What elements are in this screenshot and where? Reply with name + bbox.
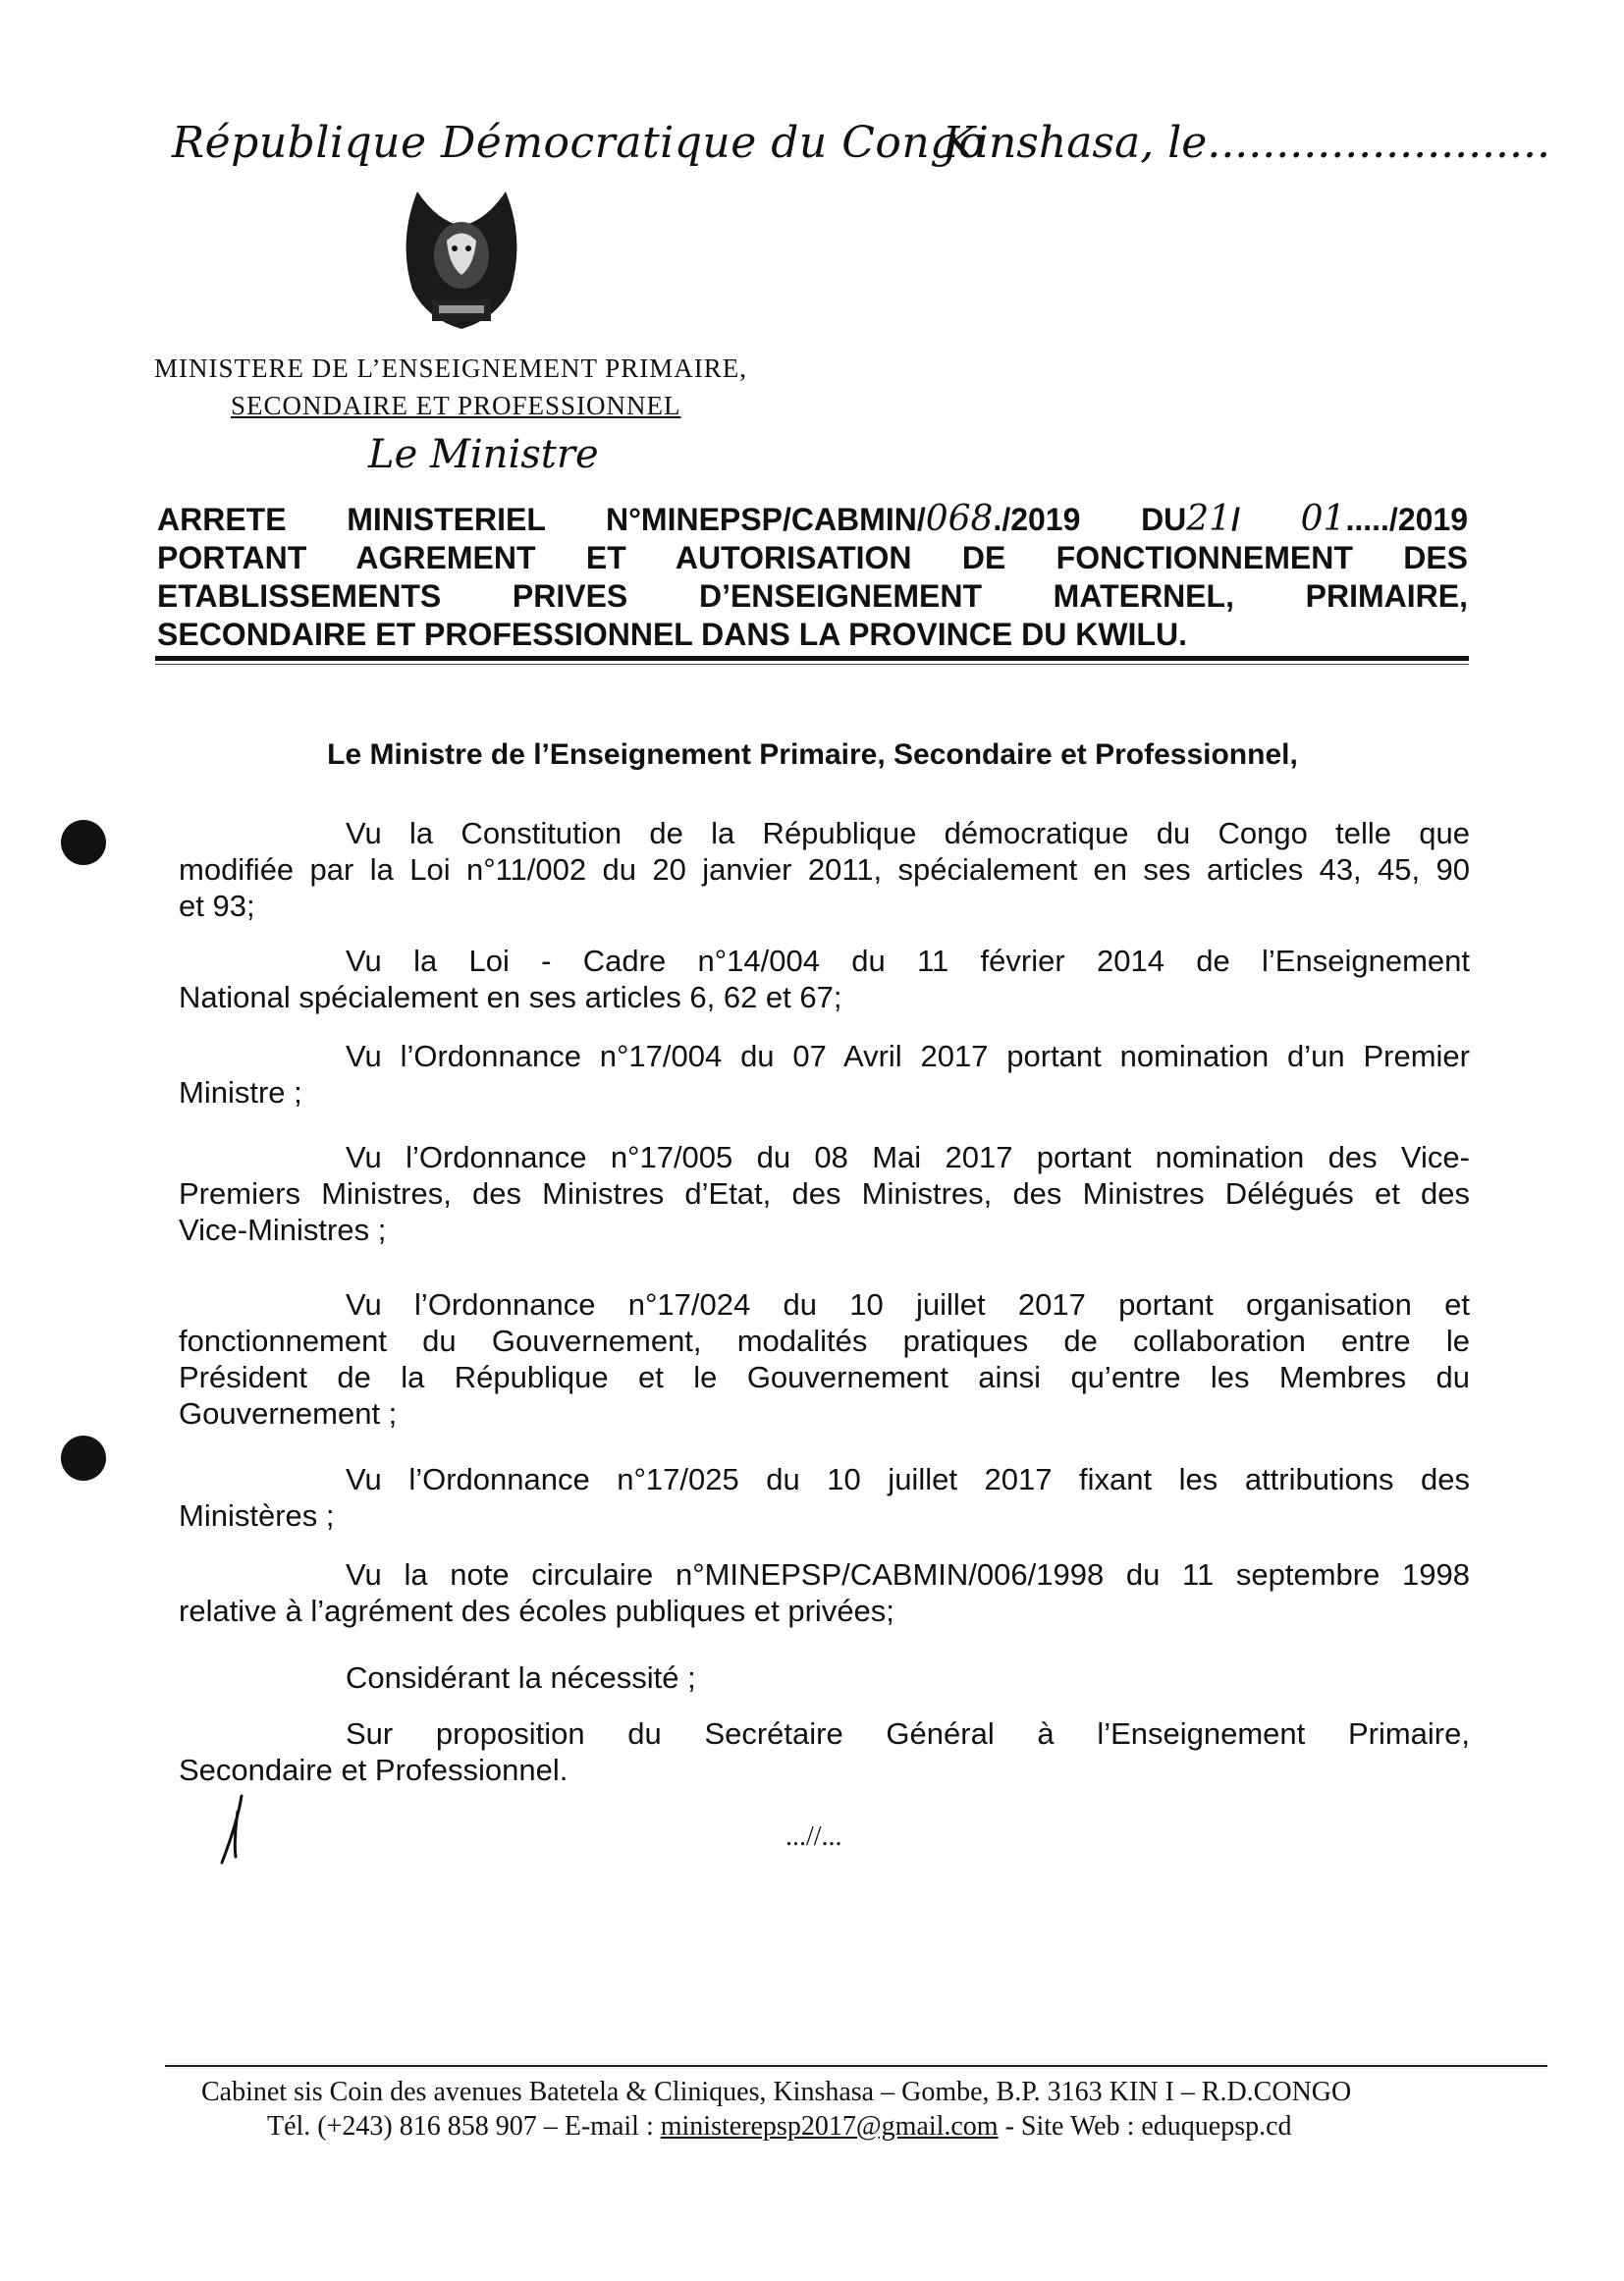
paragraph-line: Ministre ;: [179, 1075, 302, 1110]
paragraph-line: Gouvernement ;: [179, 1396, 398, 1431]
arrete-date-year: ...../2019: [1345, 502, 1468, 537]
arrete-number-year: ./2019: [993, 502, 1081, 537]
title-divider: [155, 656, 1469, 661]
arrete-number-handwritten: 068: [925, 499, 994, 539]
handwritten-initial-mark: [214, 1792, 253, 1871]
paragraph-ordonnance-004: [179, 1038, 1470, 1111]
republic-title: République Démocratique du Congo: [172, 118, 985, 168]
arrete-day-handwritten: 21: [1186, 499, 1232, 539]
paragraph-note-circulaire: [179, 1556, 1470, 1629]
footer-address: Cabinet sis Coin des avenues Batetela & Cliniques, Kinshasa – Gombe, B.P. 3163 KIN I – R.D.CONGO: [201, 2077, 1352, 2107]
arrete-month-handwritten: 01: [1300, 499, 1346, 539]
paragraph-line: et 93;: [179, 889, 255, 923]
paragraph-considerant: [179, 1659, 1470, 1696]
ministry-name-line2: SECONDAIRE ET PROFESSIONNEL: [231, 391, 681, 420]
paragraph-line: modifiée par la Loi n°11/002 du 20 janvier 2011, spécialement en ses articles 43, 45, 90: [179, 852, 1470, 887]
arrete-word: ARRETE: [157, 502, 287, 537]
paragraph-line: Vu l’Ordonnance n°17/005 du 08 Mai 2017 portant nomination des Vice-: [346, 1140, 1470, 1174]
paragraph-ordonnance-024: [179, 1286, 1470, 1432]
paragraph-line: Secondaire et Professionnel.: [179, 1753, 568, 1787]
arrete-date-prefix: DU: [1141, 502, 1187, 537]
paragraph-line: Sur proposition du Secrétaire Général à l’Enseignement Primaire,: [346, 1716, 1470, 1751]
arrete-date: [1141, 499, 1468, 539]
paragraph-ordonnance-025: [179, 1461, 1470, 1534]
paragraph-line: National spécialement en ses articles 6, 62 et 67;: [179, 980, 842, 1014]
punch-hole: [61, 820, 106, 865]
title-divider-thin: [155, 664, 1469, 665]
arrete-title-line2: PORTANT AGREMENT ET AUTORISATION DE FONCTIONNEMENT DES: [157, 540, 1468, 575]
paragraph-line: relative à l’agrément des écoles publiques et privées;: [179, 1594, 894, 1628]
arrete-word: MINISTERIEL: [347, 502, 546, 537]
paragraph-line: fonctionnement du Gouvernement, modalités pratiques de collaboration entre le: [179, 1324, 1470, 1358]
arrete-number-prefix: N°MINEPSP/CABMIN/: [606, 502, 926, 537]
place-date-line: Kinshasa, le.........................: [943, 118, 1550, 168]
paragraph-proposition: [179, 1715, 1470, 1788]
paragraph-constitution: [179, 815, 1470, 924]
paragraph-ordonnance-005: [179, 1139, 1470, 1248]
paragraph-loi-cadre: [179, 943, 1470, 1015]
paragraph-line: Vu la Constitution de la République démocratique du Congo telle que: [346, 816, 1470, 850]
footer-contact: [267, 2111, 1292, 2143]
coat-of-arms-icon: [388, 182, 535, 339]
arrete-title-line1: [157, 501, 1468, 538]
paragraph-line: Vu l’Ordonnance n°17/004 du 07 Avril 2017 portant nomination d’un Premier: [346, 1039, 1470, 1073]
paragraph-line: Vu l’Ordonnance n°17/024 du 10 juillet 2017 portant organisation et: [346, 1287, 1470, 1322]
paragraph-line: Vu la note circulaire n°MINEPSP/CABMIN/006/1998 du 11 septembre 1998: [346, 1557, 1470, 1592]
arrete-title-line3: ETABLISSEMENTS PRIVES D’ENSEIGNEMENT MATERNEL, PRIMAIRE,: [157, 578, 1468, 614]
paragraph-line: Premiers Ministres, des Ministres d’Etat, des Ministres, des Ministres Délégués et des: [179, 1176, 1470, 1211]
arrete-number: [606, 499, 1081, 539]
footer-phone: Tél. (+243) 816 858 907 – E-mail :: [267, 2111, 661, 2142]
paragraph-line: Président de la République et le Gouvernement ainsi qu’entre les Membres du: [179, 1360, 1470, 1394]
paragraph-line: Ministères ;: [179, 1498, 335, 1533]
page-continuation-mark: ...//...: [785, 1821, 842, 1852]
body-heading: Le Ministre de l’Enseignement Primaire, Secondaire et Professionnel,: [327, 738, 1298, 771]
ministry-name-line1: MINISTERE DE L’ENSEIGNEMENT PRIMAIRE,: [154, 353, 747, 383]
footer-website: - Site Web : eduquepsp.cd: [998, 2111, 1292, 2142]
footer-email-link[interactable]: ministerepsp2017@gmail.com: [660, 2111, 999, 2142]
punch-hole: [61, 1436, 106, 1481]
paragraph-line: Considérant la nécessité ;: [346, 1660, 696, 1695]
paragraph-line: Vu l’Ordonnance n°17/025 du 10 juillet 2017 fixant les attributions des: [346, 1462, 1470, 1496]
paragraph-line: Vu la Loi - Cadre n°14/004 du 11 février 2014 de l’Enseignement: [346, 944, 1470, 978]
arrete-date-slash: /: [1231, 502, 1240, 537]
paragraph-line: Vice-Ministres ;: [179, 1213, 387, 1247]
le-ministre-heading: Le Ministre: [368, 432, 599, 477]
arrete-title-line4: SECONDAIRE ET PROFESSIONNEL DANS LA PROVINCE DU KWILU.: [157, 617, 1187, 652]
footer-divider: [165, 2065, 1547, 2067]
